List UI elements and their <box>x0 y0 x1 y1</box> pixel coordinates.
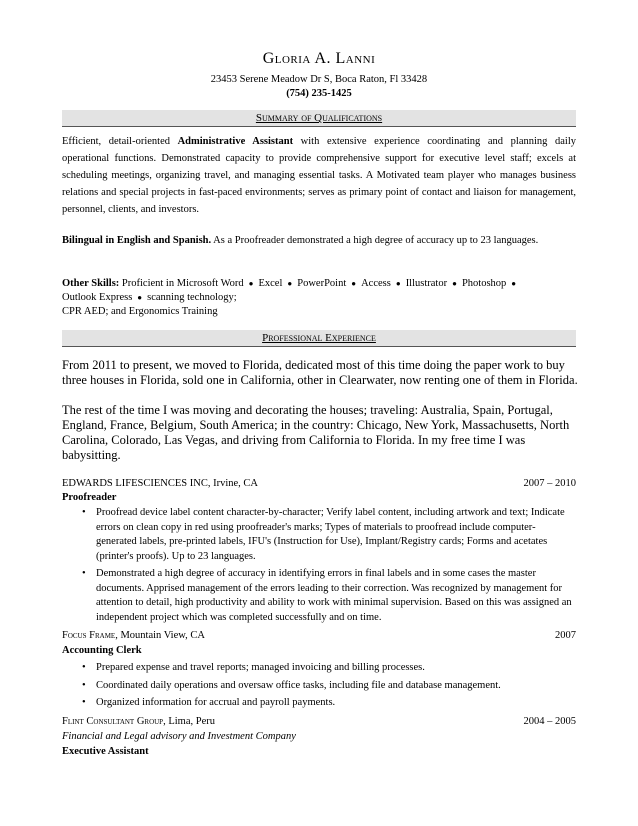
experience-note-2: The rest of the time I was moving and decorating the houses; traveling: Australia, Spain, Portugal, England, France, Belgium, South America; in the country: Chicago, New York, Massachusetts, North Carolina, Colorado, Las Vegas, and driving from California to Florida. In my free time I was babysitting. <box>62 403 570 462</box>
list-item: • Demonstrated a high degree of accuracy in identifying errors in final labels and in some cases the master documents. Apprised management of the errors leading to their correction. Was recognized by management for attention to detail, high productivity and ability to work with minimal supervision. Based on this was assigned an independent project which was completed successfully and on time. <box>96 567 576 625</box>
summary-text-pre: Efficient, detail-oriented <box>62 136 178 147</box>
job-header-flint <box>62 716 576 727</box>
job-location: , Irvine, CA <box>207 478 259 489</box>
skill-item: Proficient in Microsoft Word <box>121 278 244 289</box>
skill-item: Access <box>361 278 391 289</box>
candidate-phone: (754) 235-1425 <box>286 88 352 99</box>
job-title: Accounting Clerk <box>62 645 142 656</box>
candidate-name: Gloria A. Lanni <box>262 50 376 67</box>
job-bullets-focus-frame <box>62 661 576 714</box>
list-item: • Prepared expense and travel reports; managed invoicing and billing processes. <box>96 661 576 676</box>
candidate-address: 23453 Serene Meadow Dr S, Boca Raton, Fl 33428 <box>210 74 428 85</box>
other-skills: Other Skills: Proficient in Microsoft Word ● Excel ● PowerPoint ● Access ● Illustrator ● Photoshop ● Outlook Express ● scanning technology; CPR AED; and Ergonomics Training <box>62 278 517 317</box>
summary-paragraph <box>62 133 576 218</box>
skill-item: Excel <box>258 278 283 289</box>
job-dates: 2007 – 2010 <box>523 478 576 489</box>
job-company-description: Financial and Legal advisory and Investment Company <box>62 731 296 742</box>
skill-item: PowerPoint <box>297 278 347 289</box>
job-bullets-edwards <box>62 506 576 628</box>
summary-role: Administrative Assistant <box>177 136 294 147</box>
list-item: • Organized information for accrual and payroll payments. <box>96 696 576 711</box>
list-item: • Coordinated daily operations and oversaw office tasks, including file and database management. <box>96 679 576 694</box>
experience-note-1: From 2011 to present, we moved to Florida, dedicated most of this time doing the paper work to buy three houses in Florida, sold one in California, other in Clearwater, now renting one of them in Florida. <box>62 358 578 387</box>
job-title: Proofreader <box>62 492 117 503</box>
bilingual-paragraph <box>62 232 576 249</box>
skill-item: Photoshop <box>461 278 507 289</box>
bilingual-text: As a Proofreader demonstrated a high degree of accuracy up to 23 languages. <box>211 235 539 246</box>
job-location: , Lima, Peru <box>163 716 215 727</box>
skill-item: scanning technology; <box>147 292 237 303</box>
skill-item: Outlook Express <box>62 292 133 303</box>
job-header-focus-frame <box>62 630 576 641</box>
experience-heading <box>62 330 576 347</box>
summary-heading-text: Summary of Qualifications <box>255 112 383 124</box>
skills-label: Other Skills: <box>62 278 120 289</box>
job-title: Executive Assistant <box>62 746 149 757</box>
summary-text-post: with extensive experience coordinating and planning daily operational functions. Demonstrated capacity to provide comprehensive support for executive level staff; excels at scheduling meetings, organizing travel, and managing essential tasks. A Motivated team player who manages business relations and special projects in fast-paced environments; serves as primary point of contact and liaison for management, personnel, clients, and investors. <box>62 136 576 215</box>
job-dates: 2004 – 2005 <box>523 716 576 727</box>
skill-item: CPR AED; and Ergonomics Training <box>62 306 218 317</box>
job-company: Focus Frame <box>62 630 116 641</box>
job-header-edwards <box>62 478 576 489</box>
experience-heading-text: Professional Experience <box>262 332 376 344</box>
skill-item: Illustrator <box>405 278 448 289</box>
job-dates: 2007 <box>555 630 576 641</box>
job-location: , Mountain View, CA <box>115 630 205 641</box>
job-company: Flint Consultant Group <box>62 716 164 727</box>
job-company: EDWARDS LIFESCIENCES INC <box>62 478 208 489</box>
list-item: • Proofread device label content character-by-character; Verify label content, including artwork and text; Indicate errors on clean copy in red using proofreader's marks; Types of materials to proofread include computer-generated labels, pre-printed labels, IFU's (Instruction for Use), Implant/Registry cards; Forms and acetates (printer's proofs). Up to 23 languages. <box>96 506 576 564</box>
summary-heading <box>62 110 576 127</box>
bilingual-label: Bilingual in English and Spanish. <box>62 235 212 246</box>
